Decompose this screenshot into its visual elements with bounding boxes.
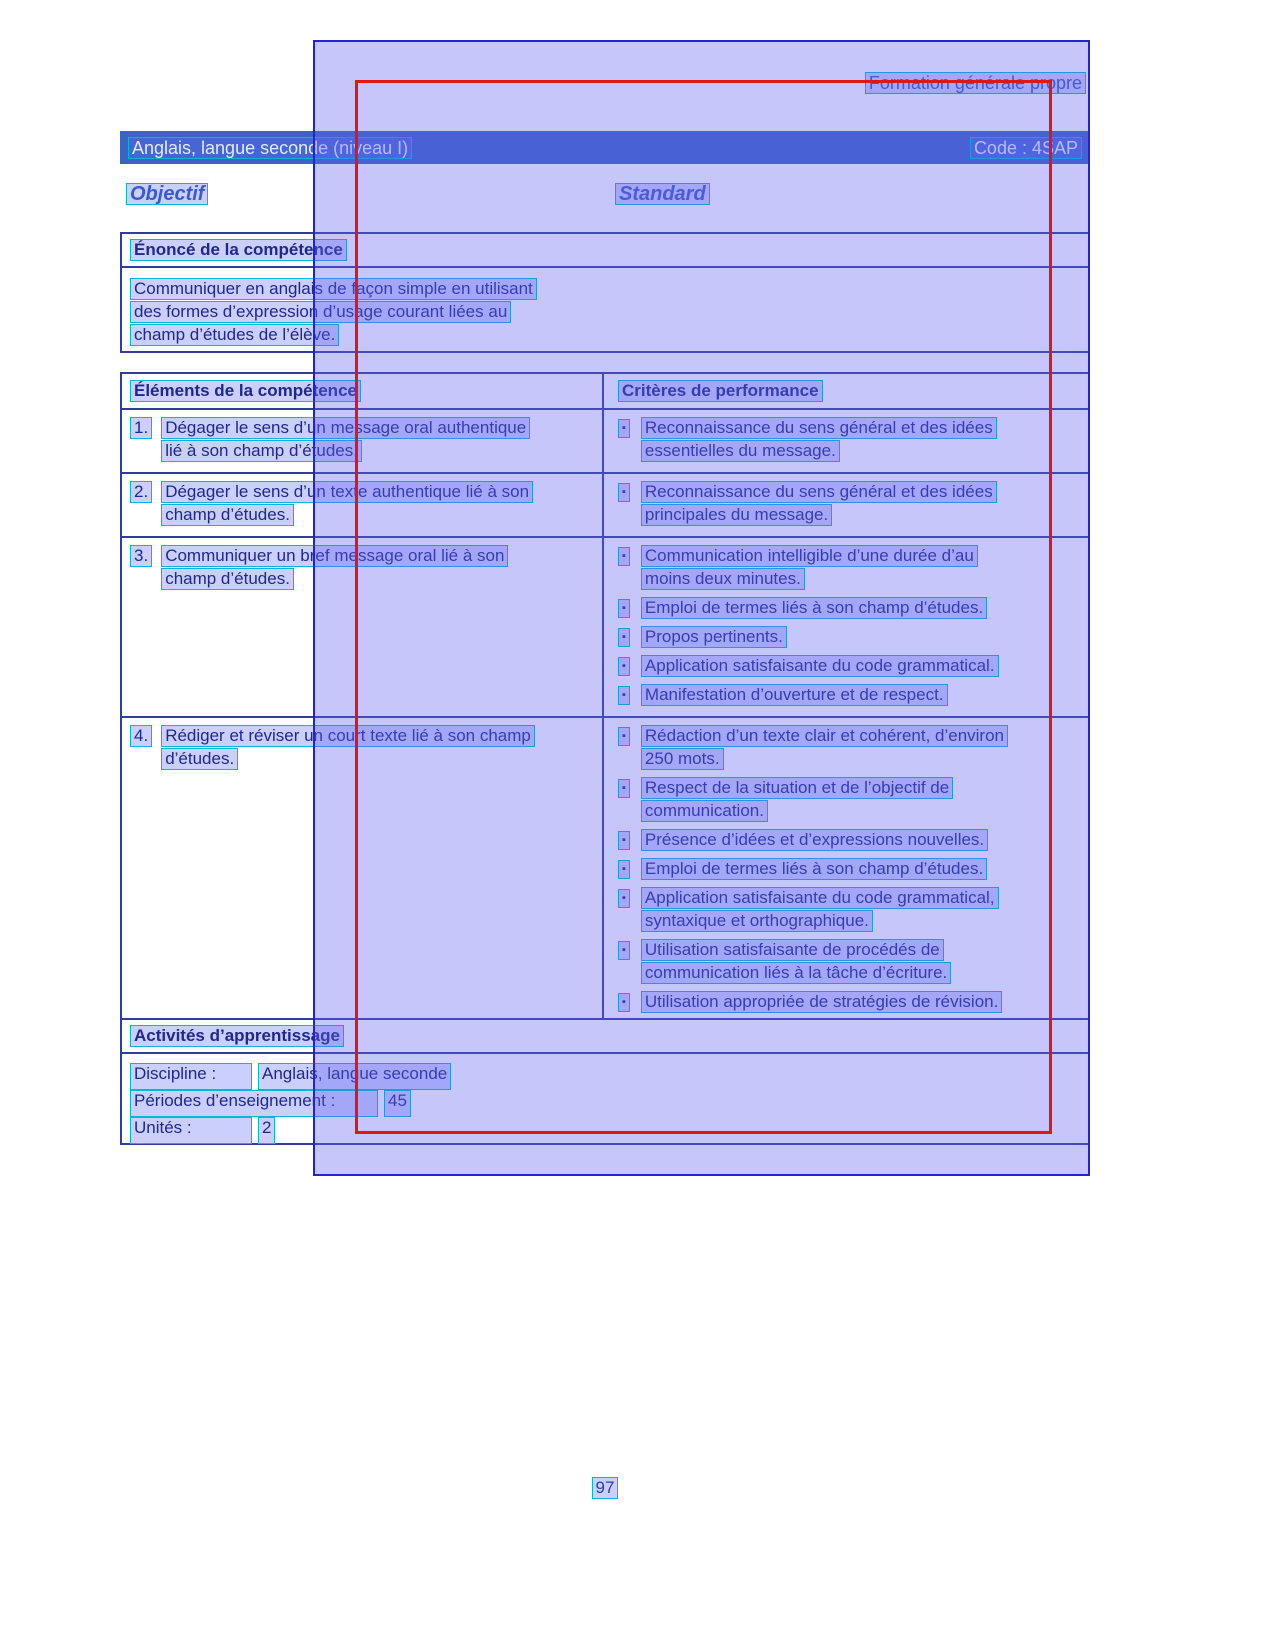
element-cell: [122, 474, 604, 536]
field-value: Anglais, langue seconde: [258, 1063, 451, 1090]
bullet-icon: ▪: [618, 889, 630, 908]
text-line-content: champ d’études de l’élève.: [130, 324, 339, 346]
bullet-icon: ▪: [618, 483, 630, 502]
field-label: Unités :: [130, 1117, 252, 1144]
enonce-header: [122, 234, 1088, 268]
text-line-content: Respect de la situation et de l’objectif de: [641, 777, 953, 799]
text-line: [130, 301, 1080, 324]
bullet-icon: ▪: [618, 993, 630, 1012]
activites-body: [122, 1054, 1088, 1153]
bullet-icon: ▪: [618, 599, 630, 618]
bullet-icon: ▪: [618, 727, 630, 746]
enonce-header-label: Énoncé de la compétence: [130, 239, 347, 261]
text-line: [130, 324, 1080, 347]
criteria-cell: [604, 718, 1088, 1023]
text-line-content: Emploi de termes liés à son champ d’études.: [641, 858, 987, 880]
competence-row-4: [122, 718, 1088, 1023]
section-label: Formation générale propre: [865, 72, 1086, 94]
activites-header: [122, 1020, 1088, 1054]
text-line-content: Utilisation satisfaisante de procédés de: [641, 939, 944, 961]
enonce-body: [122, 268, 1088, 357]
text-line-content: Dégager le sens d’un message oral authentique: [161, 417, 530, 439]
text-line-content: Utilisation appropriée de stratégies de révision.: [641, 991, 1002, 1013]
element-cell: [122, 718, 604, 1023]
text-line-content: Application satisfaisante du code grammatical,: [641, 887, 999, 909]
standard-heading: Standard: [615, 183, 710, 205]
bullet-icon: ▪: [618, 419, 630, 438]
objectif-heading: Objectif: [126, 183, 208, 205]
elements-header-label: Éléments de la compétence: [130, 380, 361, 402]
enonce-competence-table: [120, 232, 1090, 353]
text-line-content: Communiquer un bref message oral lié à son: [161, 545, 508, 567]
competence-row-3: [122, 538, 1088, 718]
text-line-content: Communication intelligible d’une durée d’au: [641, 545, 978, 567]
criteria-header-label: Critères de performance: [618, 380, 823, 402]
criteria-cell: [604, 538, 1088, 716]
section-label-wrap: [120, 72, 1086, 94]
criteria-cell: [604, 474, 1088, 536]
text-line-content: Rédiger et réviser un court texte lié à son champ: [161, 725, 535, 747]
column-headings: [120, 183, 1090, 211]
item-number: 1.: [130, 417, 152, 439]
bullet-icon: ▪: [618, 941, 630, 960]
field-value: 45: [384, 1090, 411, 1117]
competence-row-1: [122, 410, 1088, 474]
text-line-content: syntaxique et orthographique.: [641, 910, 873, 932]
elements-table-header: [122, 374, 1088, 410]
text-line-content: champ d’études.: [161, 504, 294, 526]
text-line-content: Communiquer en anglais de façon simple en utilisant: [130, 278, 537, 300]
criteria-cell: [604, 410, 1088, 472]
text-line-content: d’études.: [161, 748, 238, 770]
page-number: 97: [592, 1477, 619, 1499]
text-line-content: Manifestation d’ouverture et de respect.: [641, 684, 948, 706]
item-number: 4.: [130, 725, 152, 747]
page-number-wrap: [120, 1477, 1090, 1499]
activites-row-unites: [130, 1117, 1080, 1144]
text-line-content: communication.: [641, 800, 768, 822]
text-line-content: 250 mots.: [641, 748, 724, 770]
text-line-content: Propos pertinents.: [641, 626, 787, 648]
text-line-content: des formes d’expression d’usage courant liées au: [130, 301, 511, 323]
activites-row-discipline: [130, 1063, 1080, 1090]
activites-row-periodes: [130, 1090, 1080, 1117]
bullet-icon: ▪: [618, 657, 630, 676]
item-number: 2.: [130, 481, 152, 503]
course-title: Anglais, langue seconde (niveau I): [128, 137, 412, 159]
criteria-header-cell: [604, 380, 1088, 402]
bullet-icon: ▪: [618, 628, 630, 647]
course-code: Code : 4SAP: [970, 137, 1082, 159]
text-line: [130, 278, 1080, 301]
bullet-icon: ▪: [618, 831, 630, 850]
field-label: Périodes d’enseignement :: [130, 1090, 378, 1117]
text-line-content: Rédaction d’un texte clair et cohérent, d’environ: [641, 725, 1008, 747]
field-label: Discipline :: [130, 1063, 252, 1090]
bullet-icon: ▪: [618, 779, 630, 798]
text-line-content: Reconnaissance du sens général et des idées: [641, 417, 997, 439]
bullet-icon: ▪: [618, 547, 630, 566]
bullet-icon: ▪: [618, 686, 630, 705]
text-line-content: moins deux minutes.: [641, 568, 805, 590]
bullet-icon: ▪: [618, 860, 630, 879]
element-cell: [122, 538, 604, 716]
text-line-content: principales du message.: [641, 504, 832, 526]
text-line-content: essentielles du message.: [641, 440, 840, 462]
text-line-content: champ d’études.: [161, 568, 294, 590]
field-value: 2: [258, 1117, 275, 1144]
activites-header-label: Activités d’apprentissage: [130, 1025, 344, 1047]
elements-header-cell: [122, 374, 604, 408]
text-line-content: Reconnaissance du sens général et des idées: [641, 481, 997, 503]
activites-apprentissage-table: [120, 1018, 1090, 1145]
element-cell: [122, 410, 604, 472]
text-line-content: communication liés à la tâche d’écriture.: [641, 962, 951, 984]
text-line-content: Application satisfaisante du code grammatical.: [641, 655, 999, 677]
elements-competence-table: [120, 372, 1090, 1025]
text-line-content: Présence d’idées et d’expressions nouvelles.: [641, 829, 988, 851]
title-bar: [120, 131, 1090, 164]
item-number: 3.: [130, 545, 152, 567]
text-line-content: Emploi de termes liés à son champ d’études.: [641, 597, 987, 619]
competence-row-2: [122, 474, 1088, 538]
text-line-content: Dégager le sens d’un texte authentique lié à son: [161, 481, 533, 503]
text-line-content: lié à son champ d’études.: [161, 440, 362, 462]
